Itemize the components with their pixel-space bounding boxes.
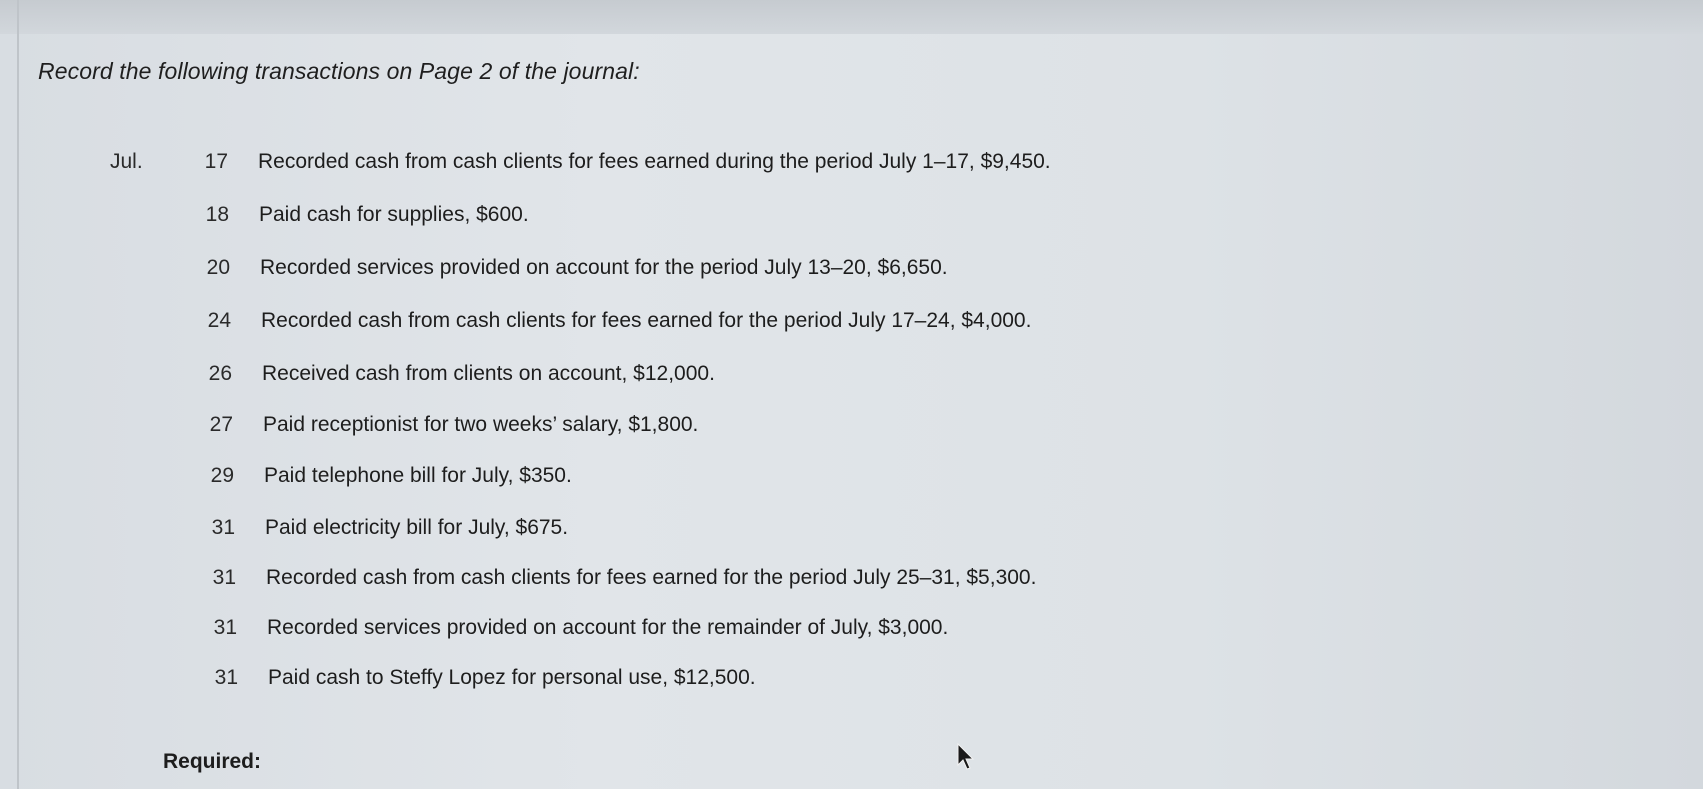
transaction-day: 31: [211, 516, 235, 539]
transaction-day: 17: [204, 150, 228, 173]
transaction-description: Recorded services provided on account for the period July 13–20, $6,650.: [260, 256, 948, 279]
transaction-description: Recorded services provided on account for the remainder of July, $3,000.: [267, 616, 949, 639]
transaction-day: 31: [214, 666, 238, 689]
transaction-day: 27: [209, 413, 233, 436]
required-heading: Required:: [163, 750, 262, 773]
transaction-day: 20: [206, 256, 230, 279]
mouse-pointer-icon: [955, 743, 979, 771]
transaction-description: Paid receptionist for two weeks’ salary, $1,800.: [263, 413, 699, 436]
transaction-description: Paid electricity bill for July, $675.: [265, 516, 569, 539]
transaction-day: 31: [213, 616, 237, 639]
transaction-description: Paid cash for supplies, $600.: [259, 203, 529, 226]
transaction-day: 24: [207, 309, 231, 332]
transaction-description: Recorded cash from cash clients for fees earned during the period July 1–17, $9,450.: [258, 150, 1051, 173]
transaction-description: Paid cash to Steffy Lopez for personal use, $12,500.: [268, 666, 756, 689]
transaction-description: Recorded cash from cash clients for fees earned for the period July 17–24, $4,000.: [261, 309, 1032, 332]
instruction-text: Record the following transactions on Page 2 of the journal:: [38, 58, 640, 84]
month-label: Jul.: [110, 150, 143, 173]
transaction-day: 31: [212, 566, 236, 589]
transaction-day: 18: [205, 203, 229, 226]
transaction-description: Paid telephone bill for July, $350.: [264, 464, 572, 487]
transaction-day: 29: [210, 464, 234, 487]
page-top-edge: [0, 0, 1703, 34]
transaction-description: Received cash from clients on account, $12,000.: [262, 362, 715, 385]
transaction-day: 26: [208, 362, 232, 385]
transaction-description: Recorded cash from cash clients for fees earned for the period July 25–31, $5,300.: [266, 566, 1037, 589]
page-left-border: [17, 0, 19, 789]
